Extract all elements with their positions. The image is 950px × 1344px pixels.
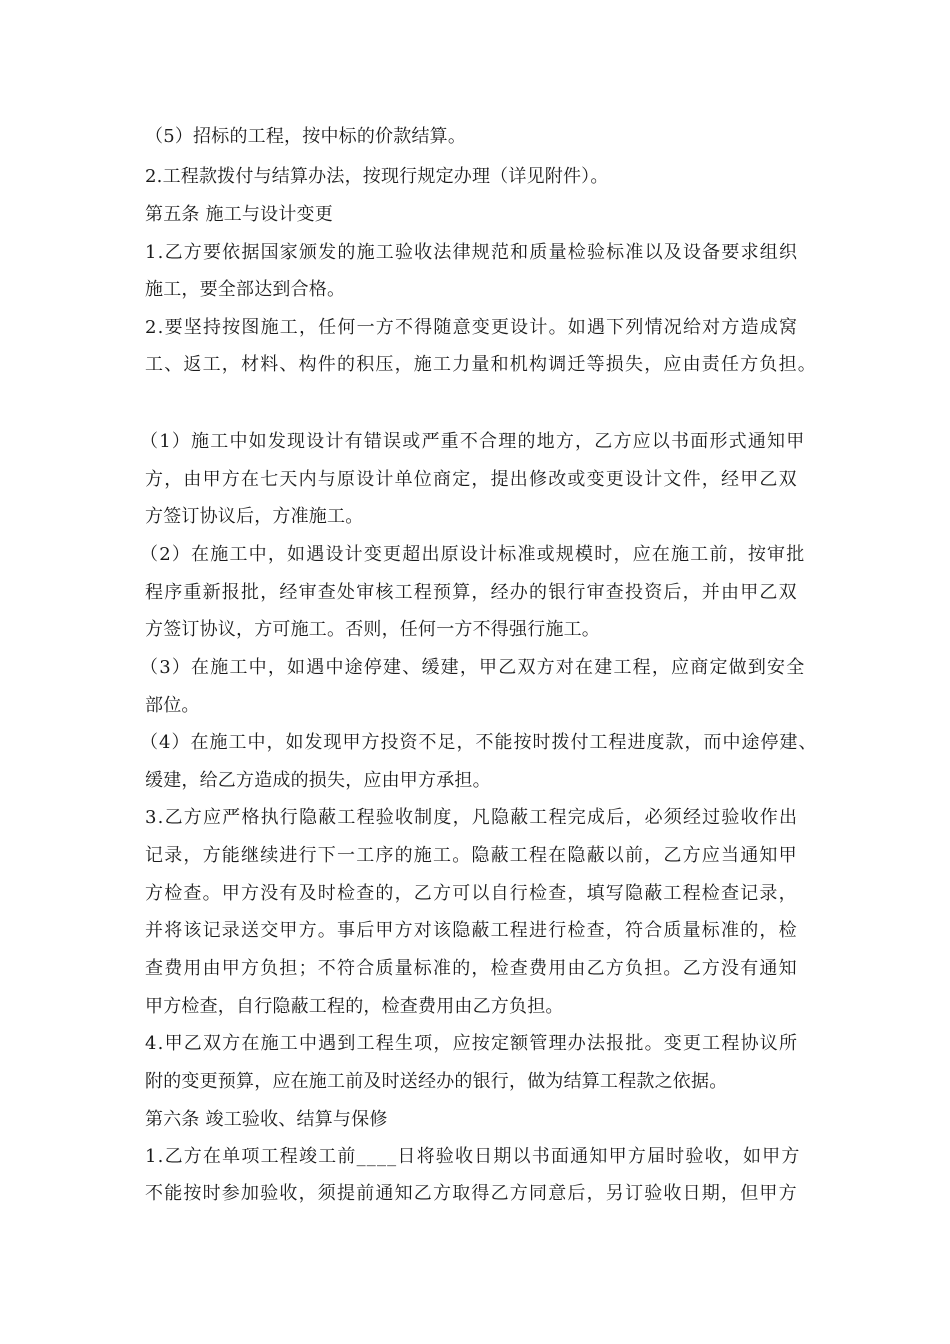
section-heading: 第五条 施工与设计变更 [145, 204, 333, 225]
text-line: 方检查。甲方没有及时检查的，乙方可以自行检查，填写隐蔽工程检查记录， [145, 883, 798, 904]
text-line: 缓建，给乙方造成的损失，应由甲方承担。 [145, 770, 491, 791]
section-heading: 第六条 竣工验收、结算与保修 [145, 1109, 388, 1130]
text-line: 部位。 [145, 695, 200, 716]
text-line: 方签订协议，方可施工。否则，任何一方不得强行施工。 [145, 619, 600, 640]
text-line: 方签订协议后，方准施工。 [145, 506, 364, 527]
text-line: 甲方检查，自行隐蔽工程的，检查费用由乙方负担。 [145, 996, 564, 1017]
text-line: 1.乙方在单项工程竣工前____日将验收日期以书面通知甲方届时验收，如甲方 [145, 1146, 801, 1167]
text-line: 4.甲乙双方在施工中遇到工程生项，应按定额管理办法报批。变更工程协议所 [145, 1033, 799, 1054]
text-line: （5）招标的工程，按中标的价款结算。 [145, 126, 467, 147]
text-line: 3.乙方应严格执行隐蔽工程验收制度，凡隐蔽工程完成后，必须经过验收作出 [145, 807, 799, 828]
text-line: 程序重新报批，经审查处审核工程预算，经办的银行审查投资后，并由甲乙双 [145, 582, 798, 603]
text-line: （2）在施工中，如遇设计变更超出原设计标准或规模时，应在施工前，按审批 [140, 544, 806, 565]
text-line: （1）施工中如发现设计有错误或严重不合理的地方，乙方应以书面形式通知甲 [140, 431, 806, 452]
text-line: 2.工程款拨付与结算办法，按现行规定办理（详见附件）。 [145, 166, 609, 187]
text-line: （4）在施工中，如发现甲方投资不足，不能按时拨付工程进度款，而中途停建、 [140, 732, 818, 753]
text-line: 查费用由甲方负担；不符合质量标准的，检查费用由乙方负担。乙方没有通知 [145, 958, 798, 979]
text-line: 工、返工，材料、构件的积压，施工力量和机构调迁等损失，应由责任方负担。 [145, 354, 817, 375]
text-line: 附的变更预算，应在施工前及时送经办的银行，做为结算工程款之依据。 [145, 1071, 728, 1092]
text-line: 记录，方能继续进行下一工序的施工。隐蔽工程在隐蔽以前，乙方应当通知甲 [145, 845, 798, 866]
text-line: 并将该记录送交甲方。事后甲方对该隐蔽工程进行检查，符合质量标准的，检 [145, 920, 798, 941]
text-line: 不能按时参加验收，须提前通知乙方取得乙方同意后，另订验收日期，但甲方 [145, 1183, 798, 1204]
text-line: 1.乙方要依据国家颁发的施工验收法律规范和质量检验标准以及设备要求组织 [145, 242, 799, 263]
text-line: （3）在施工中，如遇中途停建、缓建，甲乙双方对在建工程，应商定做到安全 [140, 657, 806, 678]
text-line: 方，由甲方在七天内与原设计单位商定，提出修改或变更设计文件，经甲乙双 [145, 469, 798, 490]
text-line: 2.要坚持按图施工，任何一方不得随意变更设计。如遇下列情况给对方造成窝 [145, 317, 799, 338]
text-line: 施工，要全部达到合格。 [145, 279, 346, 300]
